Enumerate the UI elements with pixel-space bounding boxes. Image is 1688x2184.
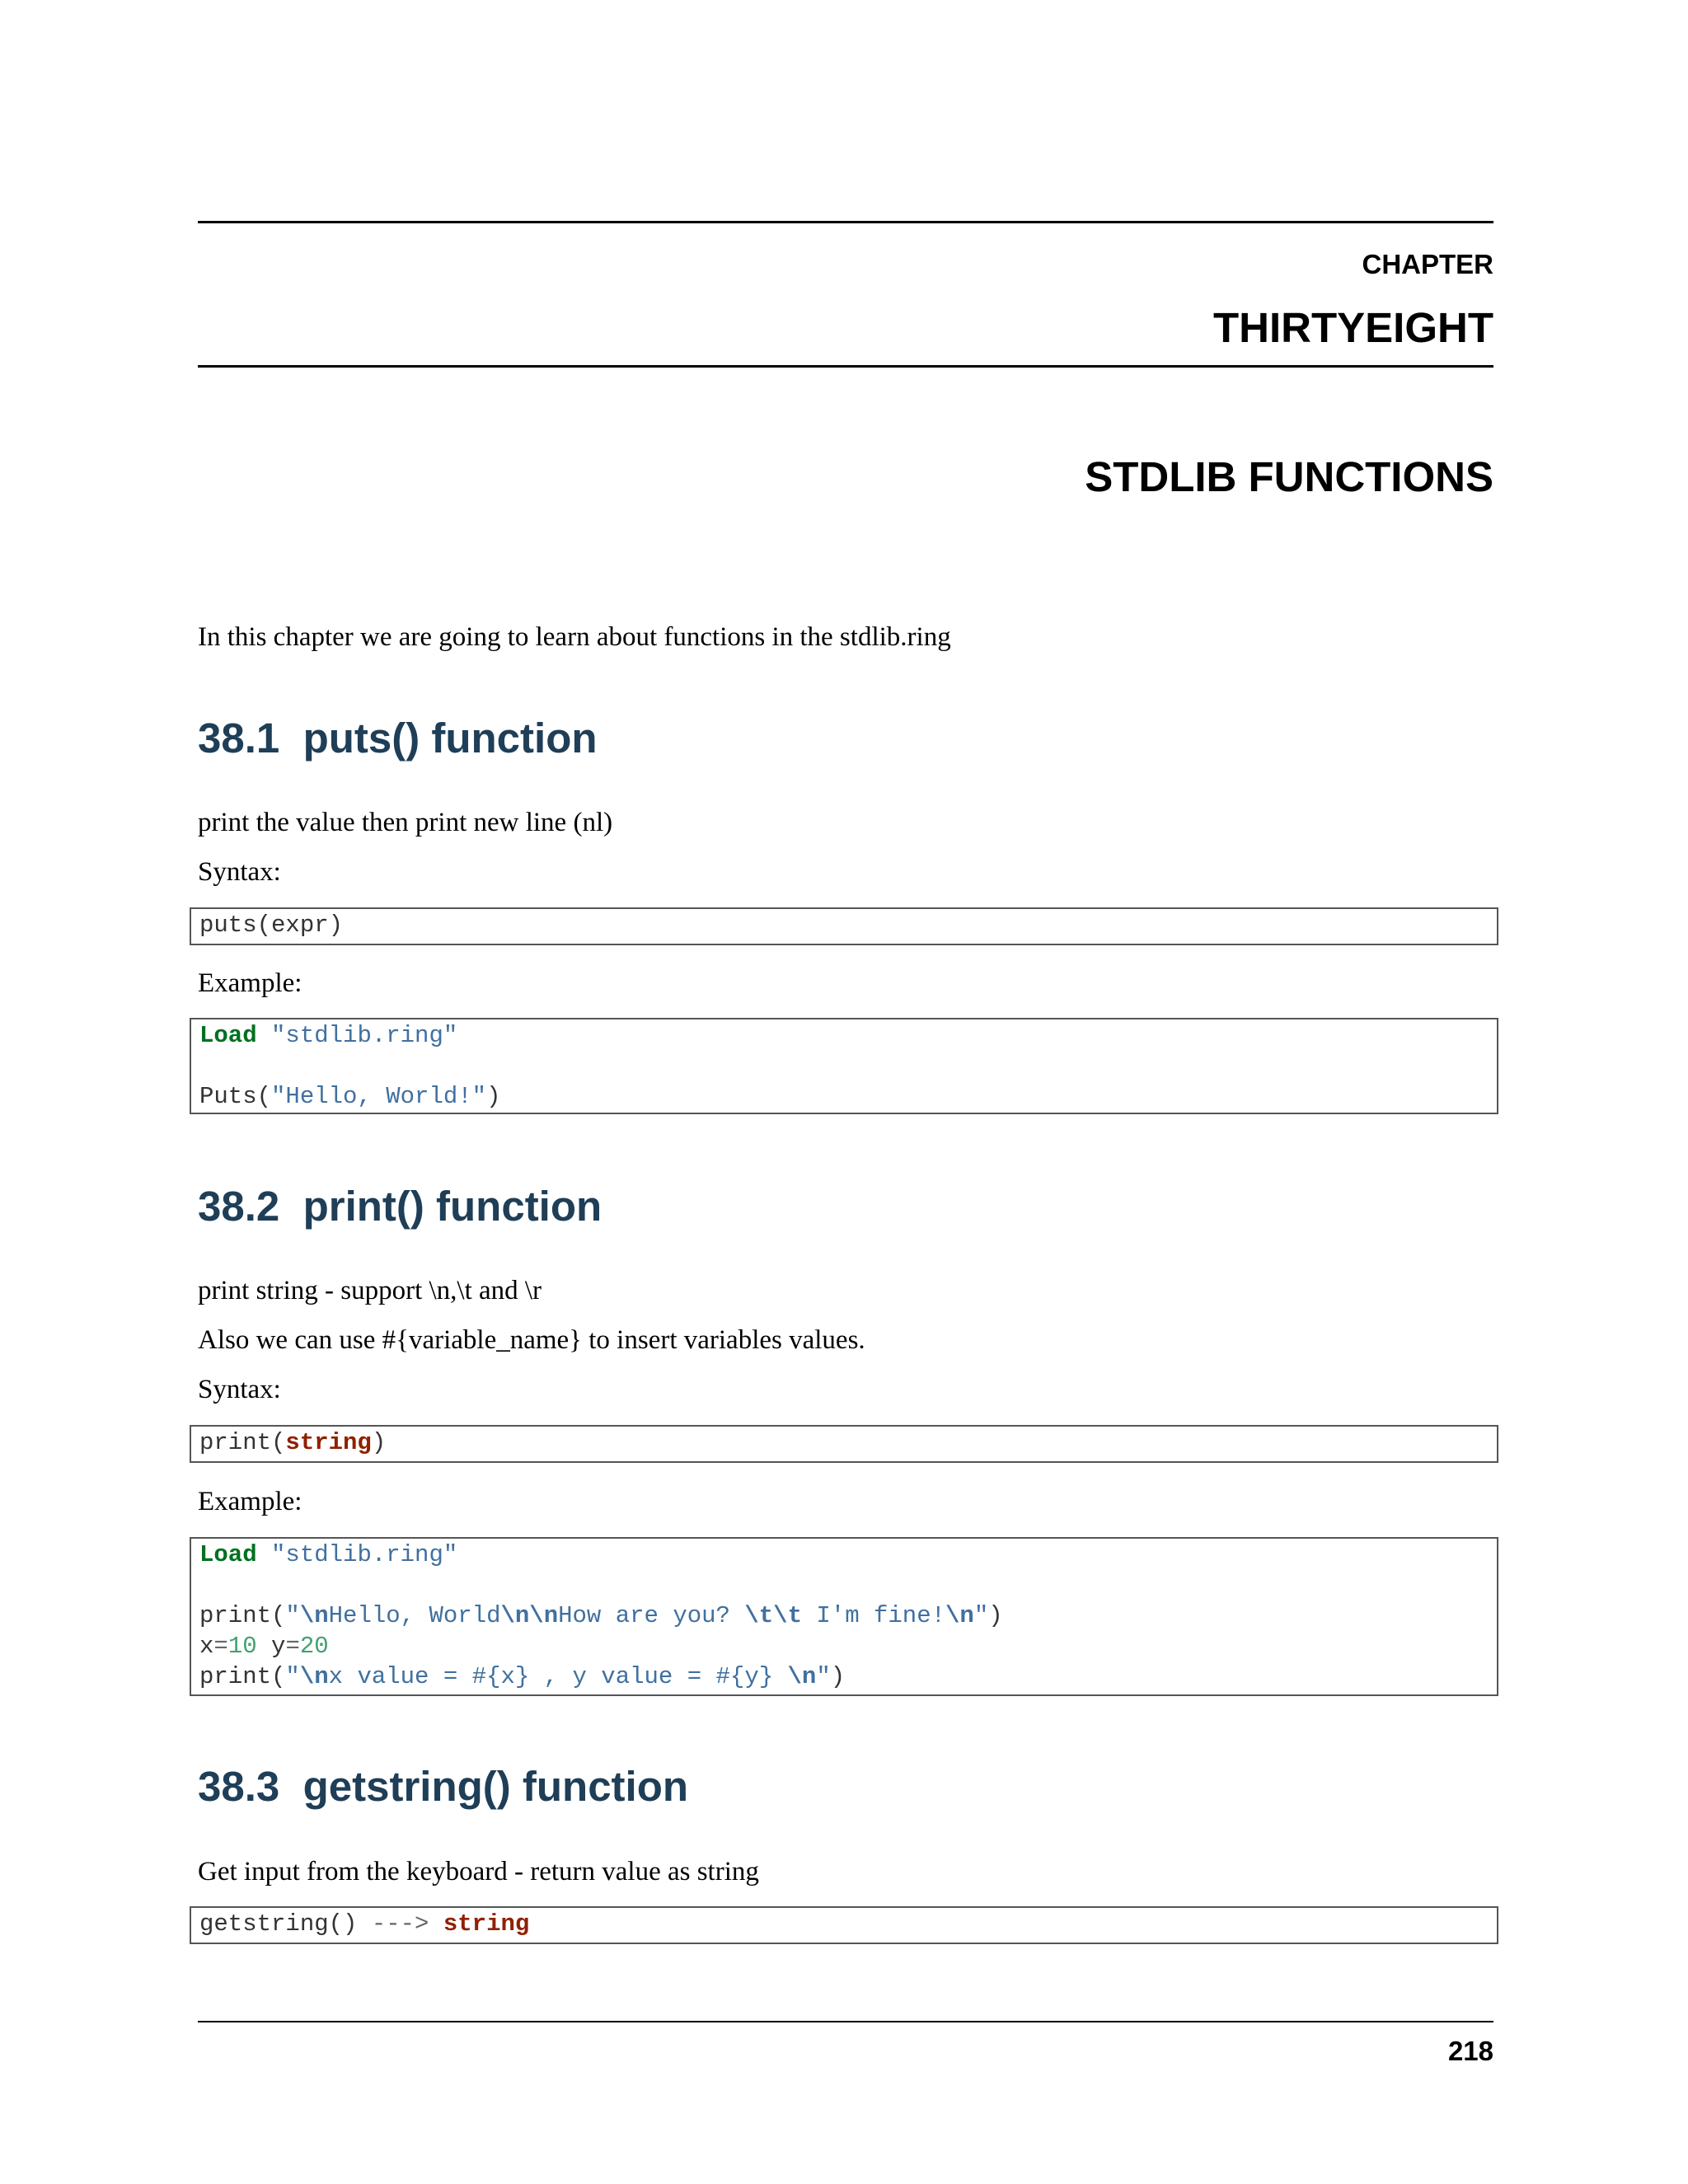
code-line <box>199 1661 1497 1692</box>
code-quote: " <box>285 1602 300 1629</box>
code-func: print( <box>199 1429 286 1456</box>
code-string: x value = #{x} , y value = #{y} <box>328 1663 788 1690</box>
code-string: I'm fine! <box>801 1602 946 1629</box>
chapter-label: CHAPTER <box>1362 249 1493 279</box>
code-var: x <box>199 1633 214 1660</box>
code-type: string <box>443 1910 530 1938</box>
print-syntax-label: Syntax: <box>198 1375 281 1404</box>
code-quote: " <box>285 1663 300 1690</box>
code-blank-line <box>199 1051 1497 1081</box>
code-string: How are you? <box>558 1602 745 1629</box>
code-line <box>199 1631 1497 1661</box>
code-string: "Hello, World!" <box>271 1083 487 1110</box>
code-number: 20 <box>299 1633 329 1660</box>
getstring-description: Get input from the keyboard - return value as string <box>198 1857 759 1886</box>
code-func: print( <box>199 1663 286 1690</box>
chapter-number: THIRTYEIGHT <box>1213 304 1493 351</box>
getstring-code-block <box>190 1906 1498 1944</box>
puts-description: print the value then print new line (nl) <box>198 808 613 837</box>
code-func: print( <box>199 1602 286 1629</box>
print-description-2: Also we can use #{variable_name} to insert variables values. <box>198 1325 865 1355</box>
code-paren: ) <box>371 1429 387 1456</box>
code-line <box>199 1427 1497 1458</box>
code-string: "stdlib.ring" <box>271 1022 458 1049</box>
code-escape: \n <box>299 1602 329 1629</box>
code-quote: " <box>973 1602 989 1629</box>
code-escape: \n <box>787 1663 817 1690</box>
code-string: "stdlib.ring" <box>271 1541 458 1568</box>
code-string: Hello, World <box>328 1602 501 1629</box>
page-number: 218 <box>1447 2036 1493 2066</box>
code-escape: \n <box>299 1663 329 1690</box>
code-operator: = <box>285 1633 300 1660</box>
print-example-label: Example: <box>198 1487 302 1516</box>
code-escape: \n\n <box>500 1602 559 1629</box>
code-line <box>199 1909 1497 1939</box>
code-func: Puts( <box>199 1083 272 1110</box>
code-line <box>199 1540 1497 1570</box>
code-operator: ---> <box>371 1910 429 1938</box>
code-escape: \t\t <box>744 1602 802 1629</box>
code-blank-line <box>199 1570 1497 1601</box>
code-line <box>199 1601 1497 1631</box>
puts-syntax-code-block <box>190 907 1498 945</box>
code-paren: ) <box>988 1602 1003 1629</box>
section-heading-puts: 38.1 puts() function <box>198 715 598 762</box>
code-var: y <box>256 1633 286 1660</box>
code-line <box>199 1081 1497 1112</box>
code-line <box>199 1020 1497 1051</box>
code-keyword: Load <box>199 1022 257 1049</box>
footer-rule <box>198 2021 1493 2022</box>
section-heading-print: 38.2 print() function <box>198 1183 603 1230</box>
code-quote: " <box>816 1663 831 1690</box>
puts-example-label: Example: <box>198 968 302 998</box>
code-args: (expr) <box>256 912 344 939</box>
code-paren: ) <box>830 1663 846 1690</box>
print-description: print string - support \n,\t and \r <box>198 1276 542 1305</box>
chapter-top-rule <box>198 221 1493 223</box>
puts-syntax-label: Syntax: <box>198 857 281 887</box>
puts-example-code-block <box>190 1018 1498 1114</box>
chapter-bottom-rule <box>198 365 1493 368</box>
code-operator: = <box>213 1633 228 1660</box>
code-line <box>199 910 1497 940</box>
code-type: string <box>285 1429 372 1456</box>
print-example-code-block <box>190 1537 1498 1696</box>
code-paren: ) <box>486 1083 501 1110</box>
code-escape: \n <box>945 1602 974 1629</box>
code-keyword: Load <box>199 1541 257 1568</box>
code-number: 10 <box>227 1633 257 1660</box>
code-func: getstring() <box>199 1910 372 1938</box>
section-heading-getstring: 38.3 getstring() function <box>198 1763 689 1810</box>
intro-paragraph: In this chapter we are going to learn about functions in the stdlib.ring <box>198 622 951 652</box>
print-syntax-code-block <box>190 1425 1498 1463</box>
code-func: puts <box>199 912 257 939</box>
chapter-title: STDLIB FUNCTIONS <box>1085 453 1493 500</box>
